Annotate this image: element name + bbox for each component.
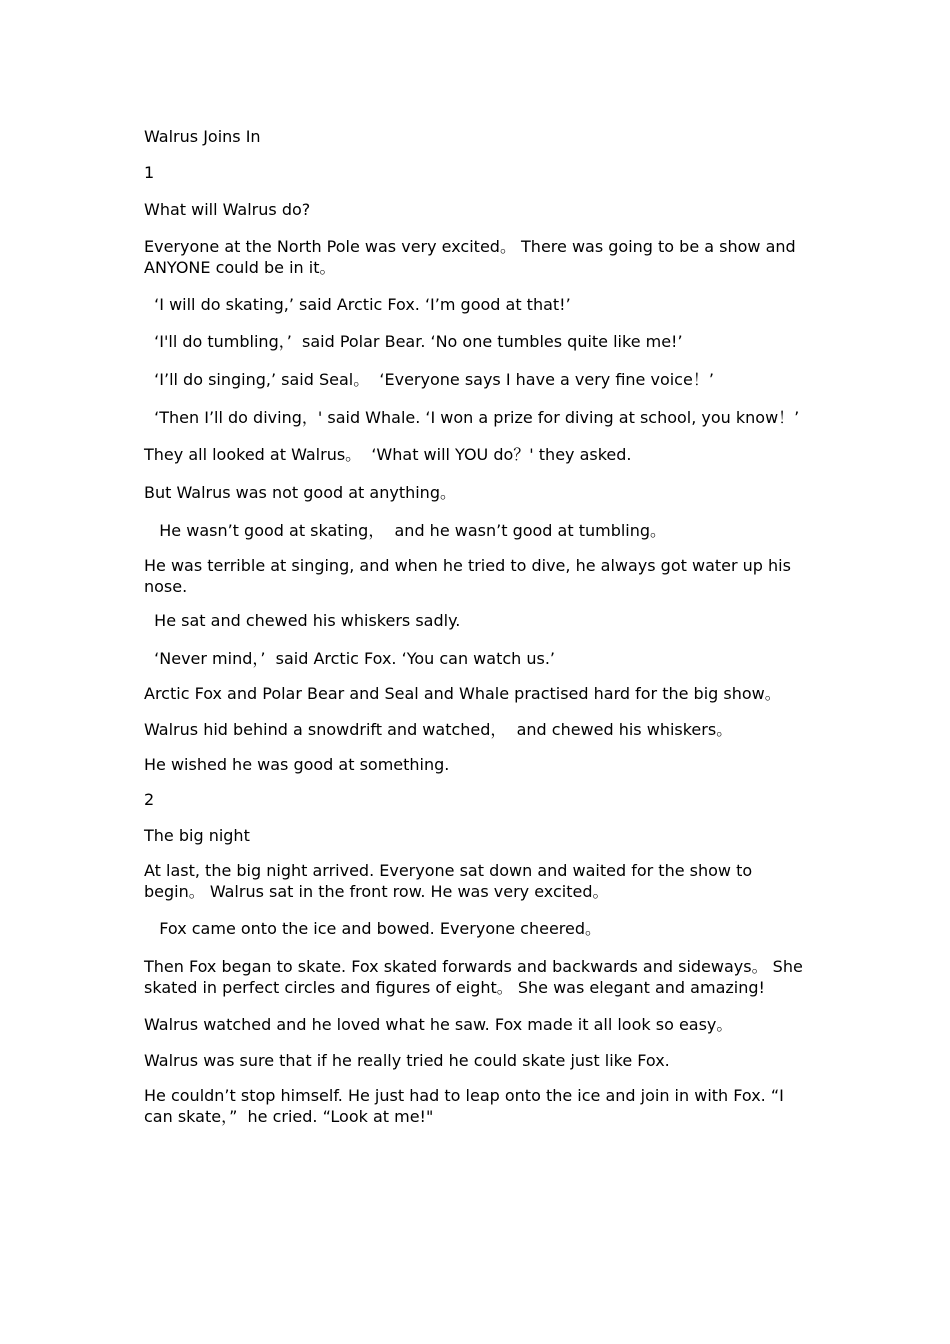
paragraph: They all looked at Walrus。 ‘What will YOU do？' they asked. xyxy=(144,445,632,464)
paragraph: ‘I'll do tumbling，’ said Polar Bear. ‘No one tumbles quite like me!’ xyxy=(144,332,683,351)
paragraph: Everyone at the North Pole was very excited。 There was going to be a show and ANYONE could be in it。 xyxy=(144,237,801,277)
paragraph: Walrus was sure that if he really tried he could skate just like Fox. xyxy=(144,1051,670,1070)
paragraph: Walrus hid behind a snowdrift and watched， and chewed his whiskers。 xyxy=(144,720,733,739)
chapter-number: 1 xyxy=(144,163,155,182)
paragraph: Arctic Fox and Polar Bear and Seal and Whale practised hard for the big show。 xyxy=(144,684,781,703)
chapter-number: 2 xyxy=(144,790,155,809)
document-page xyxy=(144,126,806,1127)
paragraph: He sat and chewed his whiskers sadly. xyxy=(144,611,461,630)
story-title: Walrus Joins In xyxy=(144,127,261,146)
paragraph: He wasn’t good at skating， and he wasn’t good at tumbling。 xyxy=(144,521,667,540)
paragraph: Fox came onto the ice and bowed. Everyone cheered。 xyxy=(144,919,602,938)
paragraph: But Walrus was not good at anything。 xyxy=(144,483,456,502)
paragraph: He couldn’t stop himself. He just had to leap onto the ice and join in with Fox. “I can skate，” he cried. “Look at me!" xyxy=(144,1086,789,1126)
paragraph: At last, the big night arrived. Everyone sat down and waited for the show to begin。 Walrus sat in the front row. He was very excited。 xyxy=(144,861,758,901)
paragraph: Walrus watched and he loved what he saw. Fox made it all look so easy。 xyxy=(144,1015,733,1034)
paragraph: Then Fox began to skate. Fox skated forwards and backwards and sideways。 She skated in perfect circles and figures of eight。 She was elegant and amazing! xyxy=(144,957,808,997)
paragraph: ‘Then I’ll do diving，' said Whale. ‘I won a prize for diving at school, you know！’ xyxy=(144,408,800,427)
paragraph: ‘I will do skating,’ said Arctic Fox. ‘I’m good at that!’ xyxy=(144,295,571,314)
paragraph: ‘I’ll do singing,’ said Seal。 ‘Everyone says I have a very fine voice！’ xyxy=(144,370,714,389)
paragraph: He wished he was good at something. xyxy=(144,755,450,774)
chapter-title: The big night xyxy=(144,826,250,845)
paragraph: He was terrible at singing, and when he tried to dive, he always got water up his nose. xyxy=(144,556,797,596)
paragraph: ‘Never mind，’ said Arctic Fox. ‘You can watch us.’ xyxy=(144,649,556,668)
chapter-title: What will Walrus do? xyxy=(144,200,311,219)
